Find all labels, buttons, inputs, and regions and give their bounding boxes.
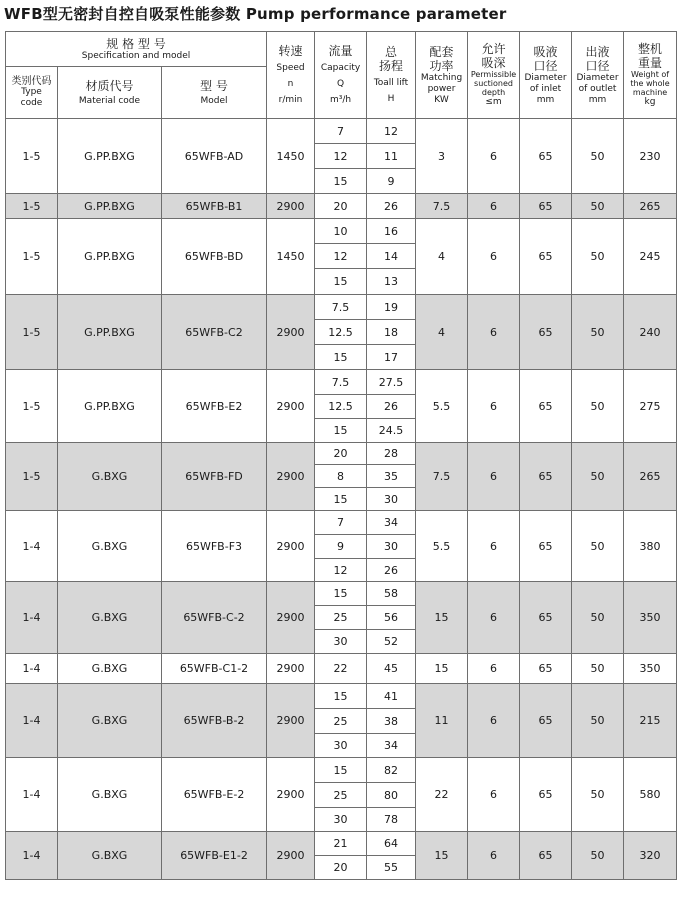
lift-cell: 19 bbox=[367, 295, 416, 320]
capacity-cell: 9 bbox=[315, 535, 367, 559]
model-cell: 65WFB-F3 bbox=[162, 511, 267, 582]
lift-cell: 38 bbox=[367, 709, 416, 734]
capacity-cell: 15 bbox=[315, 169, 367, 194]
capacity-cell: 8 bbox=[315, 465, 367, 488]
model-header: 型 号 Model bbox=[162, 67, 267, 119]
material-cell: G.BXG bbox=[58, 511, 162, 582]
weight-cell: 350 bbox=[624, 654, 677, 684]
lift-cell: 26 bbox=[367, 395, 416, 419]
speed-cell: 2900 bbox=[267, 443, 315, 511]
table-header bbox=[6, 32, 677, 119]
model-cell: 65WFB-E2 bbox=[162, 370, 267, 443]
table-row bbox=[6, 219, 677, 244]
page-title: WFB型无密封自控自吸泵性能参数 Pump performance parameter bbox=[4, 5, 507, 23]
lift-cell: 13 bbox=[367, 269, 416, 295]
material-cell: G.BXG bbox=[58, 443, 162, 511]
model-cell: 65WFB-BD bbox=[162, 219, 267, 295]
power-cell: 15 bbox=[416, 654, 468, 684]
lift-cell: 18 bbox=[367, 320, 416, 345]
capacity-cell: 30 bbox=[315, 630, 367, 654]
outlet-cell: 50 bbox=[572, 511, 624, 582]
lift-cell: 11 bbox=[367, 144, 416, 169]
material-cell: G.BXG bbox=[58, 832, 162, 880]
lift-cell: 78 bbox=[367, 808, 416, 832]
weight-cell: 275 bbox=[624, 370, 677, 443]
capacity-cell: 15 bbox=[315, 758, 367, 783]
capacity-header: 流量 Capacity Q m³/h bbox=[315, 32, 367, 119]
capacity-cell: 15 bbox=[315, 269, 367, 295]
capacity-cell: 7 bbox=[315, 511, 367, 535]
lift-cell: 26 bbox=[367, 194, 416, 219]
material-header: 材质代号 Material code bbox=[58, 67, 162, 119]
table-row bbox=[6, 684, 677, 709]
lift-cell: 17 bbox=[367, 345, 416, 370]
inlet-cell: 65 bbox=[520, 684, 572, 758]
type-code-cell: 1-5 bbox=[6, 119, 58, 194]
speed-cell: 2900 bbox=[267, 194, 315, 219]
outlet-cell: 50 bbox=[572, 119, 624, 194]
suction-cell: 6 bbox=[468, 295, 520, 370]
capacity-cell: 30 bbox=[315, 808, 367, 832]
capacity-cell: 22 bbox=[315, 654, 367, 684]
suction-cell: 6 bbox=[468, 219, 520, 295]
capacity-cell: 7 bbox=[315, 119, 367, 144]
weight-header: 整机 重量 Weight of the whole machine kg bbox=[624, 32, 677, 119]
lift-cell: 35 bbox=[367, 465, 416, 488]
model-cell: 65WFB-AD bbox=[162, 119, 267, 194]
speed-cell: 2900 bbox=[267, 582, 315, 654]
power-cell: 7.5 bbox=[416, 443, 468, 511]
inlet-cell: 65 bbox=[520, 443, 572, 511]
table-row bbox=[6, 511, 677, 535]
lift-cell: 30 bbox=[367, 488, 416, 511]
inlet-cell: 65 bbox=[520, 582, 572, 654]
lift-cell: 55 bbox=[367, 856, 416, 880]
lift-cell: 34 bbox=[367, 734, 416, 758]
capacity-cell: 20 bbox=[315, 443, 367, 465]
outlet-cell: 50 bbox=[572, 832, 624, 880]
material-cell: G.PP.BXG bbox=[58, 295, 162, 370]
suction-cell: 6 bbox=[468, 758, 520, 832]
table-row bbox=[6, 119, 677, 144]
lift-cell: 34 bbox=[367, 511, 416, 535]
speed-cell: 2900 bbox=[267, 295, 315, 370]
table-row bbox=[6, 654, 677, 684]
type-code-cell: 1-4 bbox=[6, 511, 58, 582]
model-cell: 65WFB-B-2 bbox=[162, 684, 267, 758]
suction-header: 允许 吸深 Permissible suctioned depth ≤m bbox=[468, 32, 520, 119]
weight-cell: 240 bbox=[624, 295, 677, 370]
lift-cell: 16 bbox=[367, 219, 416, 244]
material-cell: G.PP.BXG bbox=[58, 194, 162, 219]
type-code-cell: 1-4 bbox=[6, 654, 58, 684]
suction-cell: 6 bbox=[468, 511, 520, 582]
power-cell: 11 bbox=[416, 684, 468, 758]
capacity-cell: 15 bbox=[315, 582, 367, 606]
table-row bbox=[6, 443, 677, 465]
speed-cell: 2900 bbox=[267, 758, 315, 832]
capacity-cell: 30 bbox=[315, 734, 367, 758]
model-cell: 65WFB-C-2 bbox=[162, 582, 267, 654]
type-code-cell: 1-5 bbox=[6, 219, 58, 295]
capacity-cell: 15 bbox=[315, 345, 367, 370]
suction-cell: 6 bbox=[468, 684, 520, 758]
outlet-cell: 50 bbox=[572, 582, 624, 654]
table-row bbox=[6, 582, 677, 606]
type-code-header: 类别代码 Type code bbox=[6, 67, 58, 119]
inlet-cell: 65 bbox=[520, 219, 572, 295]
weight-cell: 230 bbox=[624, 119, 677, 194]
material-cell: G.BXG bbox=[58, 758, 162, 832]
capacity-cell: 10 bbox=[315, 219, 367, 244]
material-cell: G.PP.BXG bbox=[58, 370, 162, 443]
outlet-cell: 50 bbox=[572, 684, 624, 758]
weight-cell: 215 bbox=[624, 684, 677, 758]
outlet-cell: 50 bbox=[572, 654, 624, 684]
model-cell: 65WFB-C1-2 bbox=[162, 654, 267, 684]
lift-cell: 14 bbox=[367, 244, 416, 269]
capacity-cell: 25 bbox=[315, 783, 367, 808]
lift-cell: 28 bbox=[367, 443, 416, 465]
suction-cell: 6 bbox=[468, 443, 520, 511]
speed-cell: 2900 bbox=[267, 832, 315, 880]
material-cell: G.BXG bbox=[58, 582, 162, 654]
lift-cell: 12 bbox=[367, 119, 416, 144]
weight-cell: 350 bbox=[624, 582, 677, 654]
speed-cell: 2900 bbox=[267, 370, 315, 443]
suction-cell: 6 bbox=[468, 194, 520, 219]
table-row bbox=[6, 832, 677, 856]
capacity-cell: 12 bbox=[315, 244, 367, 269]
outlet-cell: 50 bbox=[572, 443, 624, 511]
spec-header bbox=[6, 32, 267, 67]
inlet-cell: 65 bbox=[520, 119, 572, 194]
inlet-cell: 65 bbox=[520, 758, 572, 832]
speed-cell: 2900 bbox=[267, 654, 315, 684]
type-code-cell: 1-4 bbox=[6, 832, 58, 880]
capacity-cell: 25 bbox=[315, 709, 367, 734]
outlet-cell: 50 bbox=[572, 370, 624, 443]
weight-cell: 580 bbox=[624, 758, 677, 832]
type-code-cell: 1-5 bbox=[6, 295, 58, 370]
power-cell: 4 bbox=[416, 219, 468, 295]
model-cell: 65WFB-E-2 bbox=[162, 758, 267, 832]
capacity-cell: 25 bbox=[315, 606, 367, 630]
inlet-cell: 65 bbox=[520, 295, 572, 370]
table-row bbox=[6, 295, 677, 320]
outlet-cell: 50 bbox=[572, 194, 624, 219]
inlet-cell: 65 bbox=[520, 511, 572, 582]
capacity-cell: 12 bbox=[315, 559, 367, 582]
model-cell: 65WFB-FD bbox=[162, 443, 267, 511]
model-cell: 65WFB-C2 bbox=[162, 295, 267, 370]
pump-performance-table bbox=[5, 31, 677, 880]
lift-cell: 80 bbox=[367, 783, 416, 808]
power-cell: 3 bbox=[416, 119, 468, 194]
lift-cell: 24.5 bbox=[367, 419, 416, 443]
capacity-cell: 21 bbox=[315, 832, 367, 856]
weight-cell: 245 bbox=[624, 219, 677, 295]
speed-header: 转速 Speed n r/min bbox=[267, 32, 315, 119]
power-header: 配套 功率 Matching power KW bbox=[416, 32, 468, 119]
power-cell: 5.5 bbox=[416, 370, 468, 443]
capacity-cell: 20 bbox=[315, 856, 367, 880]
outlet-cell: 50 bbox=[572, 295, 624, 370]
outlet-cell: 50 bbox=[572, 758, 624, 832]
capacity-cell: 15 bbox=[315, 419, 367, 443]
inlet-header: 吸液 口径 Diameter of inlet mm bbox=[520, 32, 572, 119]
power-cell: 7.5 bbox=[416, 194, 468, 219]
model-cell: 65WFB-E1-2 bbox=[162, 832, 267, 880]
table-row bbox=[6, 370, 677, 395]
weight-cell: 320 bbox=[624, 832, 677, 880]
lift-cell: 45 bbox=[367, 654, 416, 684]
inlet-cell: 65 bbox=[520, 654, 572, 684]
capacity-cell: 12.5 bbox=[315, 320, 367, 345]
power-cell: 5.5 bbox=[416, 511, 468, 582]
model-cell: 65WFB-B1 bbox=[162, 194, 267, 219]
lift-cell: 9 bbox=[367, 169, 416, 194]
speed-cell: 1450 bbox=[267, 219, 315, 295]
table-body bbox=[6, 119, 677, 880]
type-code-cell: 1-4 bbox=[6, 582, 58, 654]
inlet-cell: 65 bbox=[520, 832, 572, 880]
suction-cell: 6 bbox=[468, 119, 520, 194]
inlet-cell: 65 bbox=[520, 370, 572, 443]
lift-cell: 56 bbox=[367, 606, 416, 630]
suction-cell: 6 bbox=[468, 654, 520, 684]
type-code-cell: 1-4 bbox=[6, 684, 58, 758]
weight-cell: 265 bbox=[624, 443, 677, 511]
table-row bbox=[6, 194, 677, 219]
capacity-cell: 15 bbox=[315, 488, 367, 511]
inlet-cell: 65 bbox=[520, 194, 572, 219]
spec-header-zh: 规 格 型 号 bbox=[106, 36, 166, 51]
capacity-cell: 7.5 bbox=[315, 295, 367, 320]
outlet-cell: 50 bbox=[572, 219, 624, 295]
speed-cell: 1450 bbox=[267, 119, 315, 194]
speed-cell: 2900 bbox=[267, 684, 315, 758]
spec-header-en: Specification and model bbox=[81, 50, 191, 61]
lift-cell: 41 bbox=[367, 684, 416, 709]
lift-cell: 26 bbox=[367, 559, 416, 582]
type-code-cell: 1-5 bbox=[6, 443, 58, 511]
capacity-cell: 12.5 bbox=[315, 395, 367, 419]
material-cell: G.BXG bbox=[58, 654, 162, 684]
power-cell: 4 bbox=[416, 295, 468, 370]
suction-cell: 6 bbox=[468, 582, 520, 654]
lift-cell: 52 bbox=[367, 630, 416, 654]
speed-cell: 2900 bbox=[267, 511, 315, 582]
weight-cell: 380 bbox=[624, 511, 677, 582]
type-code-cell: 1-4 bbox=[6, 758, 58, 832]
material-cell: G.PP.BXG bbox=[58, 119, 162, 194]
weight-cell: 265 bbox=[624, 194, 677, 219]
lift-cell: 27.5 bbox=[367, 370, 416, 395]
suction-cell: 6 bbox=[468, 832, 520, 880]
power-cell: 15 bbox=[416, 582, 468, 654]
power-cell: 15 bbox=[416, 832, 468, 880]
lift-cell: 58 bbox=[367, 582, 416, 606]
capacity-cell: 20 bbox=[315, 194, 367, 219]
power-cell: 22 bbox=[416, 758, 468, 832]
capacity-cell: 12 bbox=[315, 144, 367, 169]
material-cell: G.PP.BXG bbox=[58, 219, 162, 295]
type-code-cell: 1-5 bbox=[6, 194, 58, 219]
table-row bbox=[6, 758, 677, 783]
lift-cell: 30 bbox=[367, 535, 416, 559]
lift-header: 总 扬程 Toall lift H bbox=[367, 32, 416, 119]
capacity-cell: 7.5 bbox=[315, 370, 367, 395]
suction-cell: 6 bbox=[468, 370, 520, 443]
lift-cell: 82 bbox=[367, 758, 416, 783]
outlet-header: 出液 口径 Diameter of outlet mm bbox=[572, 32, 624, 119]
lift-cell: 64 bbox=[367, 832, 416, 856]
type-code-cell: 1-5 bbox=[6, 370, 58, 443]
capacity-cell: 15 bbox=[315, 684, 367, 709]
material-cell: G.BXG bbox=[58, 684, 162, 758]
